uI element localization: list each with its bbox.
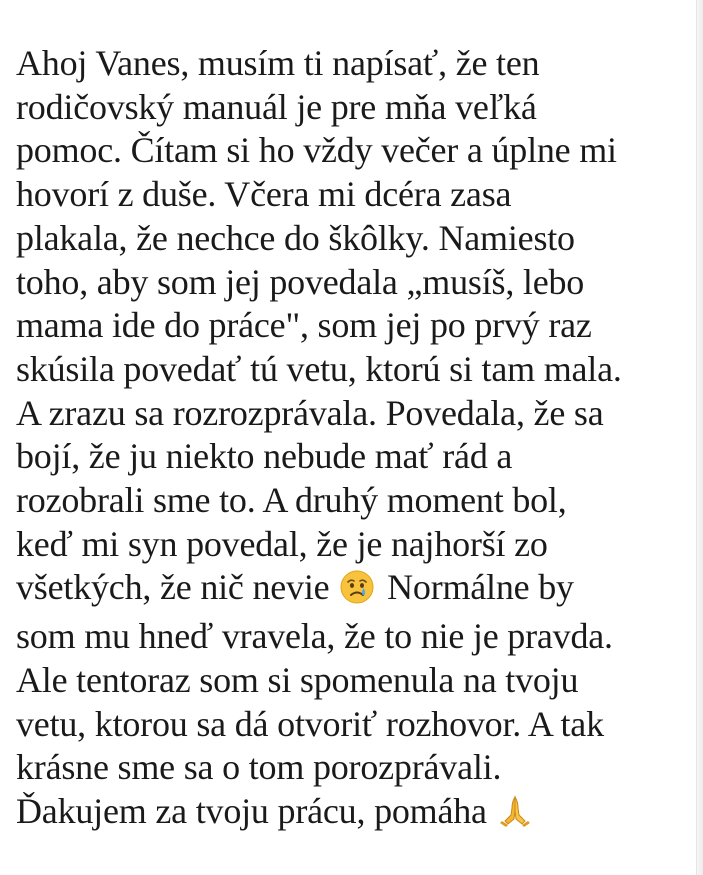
message-text-segment: Normálne by: [387, 567, 574, 608]
message-line: Ahoj Vanes, musím ti napísať, že ten: [16, 43, 540, 83]
message-text-segment: všetkých, že nič nevie: [16, 567, 330, 608]
message-text: [16, 42, 686, 839]
message-line: rodičovský manuál je pre mňa veľká: [16, 86, 537, 127]
message-line: pomoc. Čítam si ho vždy večer a úplne mi: [16, 130, 617, 171]
message-line: hovorí z duše. Včera mi dcéra zasa: [16, 174, 512, 215]
message-line: krásne sme sa o tom porozprávali.: [16, 747, 502, 788]
crying-face-emoji-icon: [340, 570, 374, 615]
folded-hands-emoji-icon: [498, 794, 532, 839]
message-line: A zrazu sa rozrozprávala. Povedala, že sa: [16, 392, 604, 433]
message-line: skúsila povedať tú vetu, ktorú si tam mala.: [16, 348, 622, 389]
message-line: Ale tentoraz som si spomenula na tvoju: [16, 659, 579, 700]
message-line: toho, aby som jej povedala „musíš, lebo: [16, 261, 585, 302]
message-line: vetu, ktorou sa dá otvoriť rozhovor. A tak: [16, 703, 604, 744]
message-line: rozobrali sme to. A druhý moment bol,: [16, 480, 567, 521]
message-line: plakala, že nechce do škôlky. Namiesto: [16, 217, 575, 258]
message-line: keď mi syn povedal, že je najhorší zo: [16, 523, 548, 564]
message-line-with-emoji: [16, 566, 686, 615]
message-line: mama ide do práce", som jej po prvý raz: [16, 305, 592, 346]
message-line-with-emoji: [16, 790, 686, 839]
message-line: bojí, že ju niekto nebude mať rád a: [16, 436, 513, 477]
message-line: som mu hneď vravela, že to nie je pravda.: [16, 616, 613, 657]
message-text-segment: Ďakujem za tvoju prácu, pomáha: [16, 790, 487, 831]
scrollbar-track[interactable]: [696, 0, 703, 875]
